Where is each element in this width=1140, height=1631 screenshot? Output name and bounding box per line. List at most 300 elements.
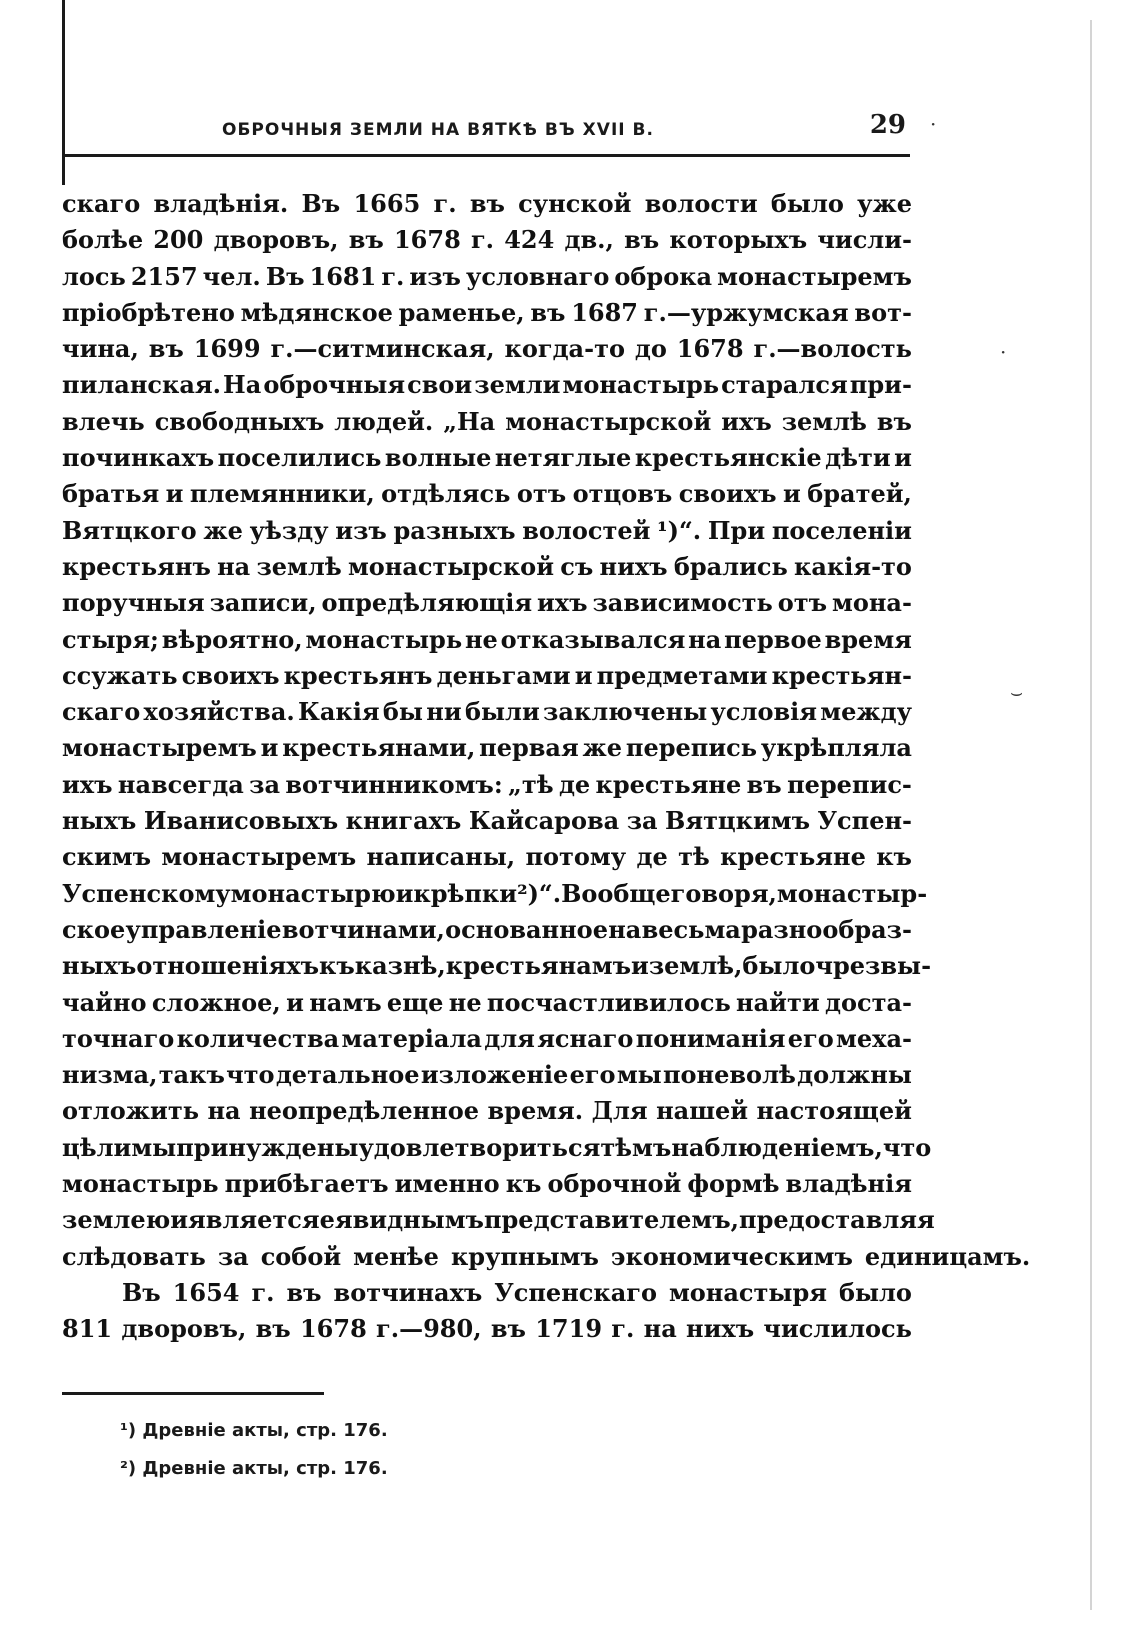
word: отъ xyxy=(516,479,567,509)
word: нихъ xyxy=(599,551,668,581)
word: уѣзду xyxy=(249,515,329,545)
word: вотчинами, xyxy=(281,914,445,944)
word: и xyxy=(170,1205,189,1235)
word: землѣ xyxy=(781,406,867,436)
word: для xyxy=(484,1023,535,1053)
word: за xyxy=(217,1241,249,1271)
word: на xyxy=(688,624,722,654)
word: владѣнія. xyxy=(153,189,289,218)
word: оброчной xyxy=(547,1169,682,1199)
word: 424 xyxy=(504,225,555,255)
word: г. xyxy=(251,1277,275,1307)
word: племянники, xyxy=(189,479,375,509)
footnotes xyxy=(120,1412,388,1488)
word: ское xyxy=(62,914,126,944)
word: единицамъ. xyxy=(864,1241,1031,1271)
word: 1699 xyxy=(193,334,261,364)
word: г.—волость xyxy=(753,334,912,364)
text-line xyxy=(62,1311,912,1347)
word: монастырь xyxy=(62,1169,219,1199)
footnote-1: ¹) Древніе акты, стр. 176. xyxy=(120,1420,388,1441)
word: монастырю xyxy=(230,878,396,908)
word: книгахъ xyxy=(345,806,462,836)
text-line xyxy=(62,331,912,367)
text-line xyxy=(62,259,912,295)
word: первое xyxy=(724,624,822,654)
text-line xyxy=(62,767,912,803)
text-line xyxy=(62,876,928,912)
word: починкахъ xyxy=(62,443,215,473)
word: яснаго xyxy=(537,1023,634,1053)
word: стыря; xyxy=(62,624,159,654)
text-line xyxy=(62,549,912,585)
text-line xyxy=(62,839,912,875)
word: количества xyxy=(176,1023,340,1053)
word: 1687 xyxy=(571,297,638,327)
word: время xyxy=(824,624,912,654)
text-line xyxy=(62,404,912,440)
word: уже xyxy=(857,189,912,218)
word: изъ xyxy=(335,515,387,545)
word: дѣти xyxy=(825,443,891,473)
word: съ xyxy=(560,551,594,581)
word: ²)“. xyxy=(517,878,562,908)
word: 1654 xyxy=(172,1277,240,1307)
word: условія xyxy=(710,697,817,727)
word: монастыремъ xyxy=(717,261,912,291)
word: предоставляя xyxy=(739,1205,935,1235)
word: при- xyxy=(849,370,912,400)
word: поселеніи xyxy=(771,515,912,545)
word: навсегда xyxy=(117,769,244,799)
word: монастыря xyxy=(668,1277,827,1307)
word: волные xyxy=(384,443,492,473)
word: Какія xyxy=(298,697,380,727)
word: разнообраз- xyxy=(741,914,912,944)
text-line xyxy=(62,1166,912,1202)
word: время. xyxy=(487,1096,584,1126)
word: 1719 xyxy=(535,1314,603,1344)
text-line xyxy=(62,440,912,476)
text-line xyxy=(62,1239,1031,1275)
text-line xyxy=(62,186,912,222)
word: отъ xyxy=(777,588,828,618)
word: опредѣляющія xyxy=(321,588,533,618)
word: мона- xyxy=(831,588,912,618)
word: матеріала xyxy=(341,1023,482,1053)
footnote-rule xyxy=(62,1392,324,1395)
word: ныхъ xyxy=(62,806,137,836)
word: 1665 xyxy=(353,189,421,218)
word: не xyxy=(464,624,498,654)
word: пріобрѣтено xyxy=(62,297,235,327)
footnote-2: ²) Древніе акты, стр. 176. xyxy=(120,1458,388,1479)
word: вотчинникомъ: xyxy=(285,769,503,799)
word: монастырь xyxy=(562,370,720,400)
word: ихъ xyxy=(721,406,772,436)
text-line xyxy=(62,948,932,984)
word: „На xyxy=(443,406,496,436)
word: влечь xyxy=(62,406,145,436)
word: меха- xyxy=(836,1023,912,1053)
word: формѣ xyxy=(687,1169,780,1199)
word: сложное, xyxy=(151,987,281,1017)
word: виднымъ xyxy=(352,1205,484,1235)
word: до xyxy=(634,334,667,364)
word: мы xyxy=(616,1060,662,1090)
word: его xyxy=(787,1023,834,1053)
word: между xyxy=(820,697,912,727)
word: числилось xyxy=(763,1314,912,1344)
word: землѣ xyxy=(256,551,342,581)
word: укрѣпляла xyxy=(760,733,912,763)
word: управленіе xyxy=(125,914,282,944)
word: ссужать xyxy=(62,660,178,690)
word: потому xyxy=(525,842,627,872)
word: должны xyxy=(797,1060,912,1090)
text-line xyxy=(62,476,912,512)
word: и xyxy=(286,987,304,1017)
word: крѣпки xyxy=(413,878,518,908)
text-line xyxy=(62,585,912,621)
word: зависимость xyxy=(592,588,773,618)
word: Успен- xyxy=(817,806,912,836)
word: еще xyxy=(386,987,444,1017)
word: именно xyxy=(394,1169,500,1199)
word: записи, xyxy=(209,588,317,618)
word: г.—уржумская xyxy=(643,297,849,327)
word: брались xyxy=(673,551,788,581)
text-line xyxy=(62,1202,935,1238)
word: дворовъ, xyxy=(213,225,339,255)
word: экономическимъ xyxy=(610,1241,853,1271)
text-line xyxy=(62,1057,912,1093)
text-line xyxy=(62,730,912,766)
word: къ xyxy=(319,951,355,981)
word: посчастливилось xyxy=(486,987,731,1017)
word: мѣдянское xyxy=(240,297,393,327)
word: чайно xyxy=(62,987,147,1017)
word: и xyxy=(260,733,279,763)
text-line xyxy=(62,1275,912,1311)
text-line xyxy=(62,222,912,258)
word: 2157 xyxy=(130,261,198,291)
word: монастыремъ xyxy=(62,733,257,763)
word: „тѣ xyxy=(508,769,554,799)
header-rule xyxy=(62,154,910,157)
word: перепис- xyxy=(787,769,912,799)
word: пиланская. xyxy=(62,370,221,400)
word: изложеніе xyxy=(420,1060,569,1090)
word: ни xyxy=(426,697,462,727)
page-header xyxy=(62,108,912,148)
word: вѣроятно, xyxy=(161,624,303,654)
word: лось xyxy=(62,261,126,291)
word: г. xyxy=(381,261,405,291)
word: хозяйства. xyxy=(143,697,295,727)
word: было xyxy=(770,189,844,218)
word: отказывался xyxy=(500,624,686,654)
word: собой xyxy=(260,1241,342,1271)
word: Вятцкимъ xyxy=(665,806,811,836)
word: доста- xyxy=(824,987,912,1017)
word: въ xyxy=(530,297,566,327)
text-line xyxy=(62,1093,912,1129)
left-margin-rule xyxy=(62,0,65,185)
word: На xyxy=(223,370,262,400)
word: Успенскому xyxy=(62,878,231,908)
word: написаны, xyxy=(366,842,516,872)
word: При xyxy=(707,515,766,545)
word: въ xyxy=(255,1314,291,1344)
word: пониманія xyxy=(635,1023,786,1053)
word: 1681 xyxy=(309,261,377,291)
word: оброчныя xyxy=(263,370,406,400)
word: деньгами xyxy=(436,660,571,690)
word: крестьяне xyxy=(595,769,742,799)
word: вот- xyxy=(854,297,912,327)
word: къ xyxy=(876,842,912,872)
word: крестьянскіе xyxy=(634,443,822,473)
word: низма, xyxy=(62,1060,158,1090)
word: дворовъ, xyxy=(121,1314,247,1344)
word: крестьян- xyxy=(771,660,912,690)
word: старался xyxy=(721,370,848,400)
word: въ xyxy=(876,406,912,436)
word: земли xyxy=(474,370,561,400)
word: въ xyxy=(624,225,660,255)
word: въ xyxy=(746,769,782,799)
word: крестьяне xyxy=(720,842,866,872)
word: чрезвы- xyxy=(815,951,932,981)
word: ея xyxy=(319,1205,353,1235)
word: монастырской xyxy=(505,406,712,436)
word: числи- xyxy=(817,225,912,255)
word: де xyxy=(558,769,591,799)
word: бы xyxy=(382,697,423,727)
word: дв., xyxy=(564,225,614,255)
body-text xyxy=(62,186,1031,1348)
word: монастыремъ xyxy=(161,842,357,872)
word: нетяглые xyxy=(494,443,632,473)
word: за xyxy=(249,769,281,799)
word: является xyxy=(188,1205,320,1235)
text-line xyxy=(62,622,912,658)
word: братей, xyxy=(807,479,912,509)
word: Въ xyxy=(301,189,341,218)
word: детальное xyxy=(275,1060,420,1090)
text-line xyxy=(62,1021,912,1057)
word: скимъ xyxy=(62,842,152,872)
word: которыхъ xyxy=(669,225,808,255)
text-line xyxy=(62,513,912,549)
word: неопредѣленное xyxy=(249,1096,480,1126)
text-line xyxy=(62,295,912,331)
word: Въ xyxy=(122,1277,161,1307)
word: что xyxy=(882,1132,932,1162)
word: 811 xyxy=(62,1314,113,1344)
word: оброка xyxy=(614,261,713,291)
word: и xyxy=(631,951,649,981)
word: точнаго xyxy=(62,1023,175,1053)
word: раменье, xyxy=(398,297,525,327)
word: чел. xyxy=(202,261,261,291)
word: нихъ xyxy=(686,1314,755,1344)
word: на xyxy=(608,914,642,944)
word: 1678 xyxy=(299,1314,367,1344)
word: казнѣ, xyxy=(354,951,446,981)
word: представителемъ, xyxy=(483,1205,740,1235)
word: крестьянъ xyxy=(283,660,433,690)
word: мы xyxy=(131,1132,177,1162)
word: найти xyxy=(736,987,820,1017)
word: Въ xyxy=(265,261,305,291)
word: Кайсарова xyxy=(468,806,620,836)
word: за xyxy=(626,806,658,836)
word: его xyxy=(569,1060,616,1090)
word: и xyxy=(165,479,184,509)
word: сунской xyxy=(518,189,632,218)
speck-mark: ⌣ xyxy=(1010,680,1024,704)
word: скаго xyxy=(62,189,141,218)
word: основанное xyxy=(445,914,608,944)
word: предметами xyxy=(596,660,768,690)
word: свои xyxy=(407,370,473,400)
word: 200 xyxy=(153,225,204,255)
word: крестьянамъ xyxy=(445,951,632,981)
word: въ xyxy=(490,1314,526,1344)
word: монастырь xyxy=(305,624,463,654)
word: отдѣлясь xyxy=(381,479,511,509)
word: поселились xyxy=(217,443,382,473)
word: менѣе xyxy=(353,1241,439,1271)
word: и xyxy=(574,660,593,690)
word: отложить xyxy=(62,1096,200,1126)
word: де xyxy=(636,842,668,872)
word: Вообще xyxy=(561,878,671,908)
text-line xyxy=(62,658,912,694)
word: тѣ xyxy=(678,842,710,872)
word: на xyxy=(207,1096,241,1126)
right-margin-edge xyxy=(1090,20,1092,1610)
text-line xyxy=(62,1130,932,1166)
word: братья xyxy=(62,479,160,509)
word: г. xyxy=(611,1314,635,1344)
word: г.—ситминская, xyxy=(270,334,495,364)
word: болѣе xyxy=(62,225,144,255)
word: что xyxy=(226,1060,275,1090)
word: прибѣгаетъ xyxy=(224,1169,389,1199)
word: и xyxy=(894,443,912,473)
word: свободныхъ xyxy=(154,406,325,436)
word: крупнымъ xyxy=(450,1241,599,1271)
word: волости xyxy=(644,189,758,218)
word: 1678 xyxy=(676,334,744,364)
word: когда-то xyxy=(504,334,625,364)
word: цѣли xyxy=(62,1132,132,1162)
word: же xyxy=(582,733,623,763)
text-line xyxy=(62,694,912,730)
word: Вятцкого xyxy=(62,515,197,545)
word: въ xyxy=(348,225,384,255)
word: было xyxy=(838,1277,912,1307)
word: такъ xyxy=(158,1060,225,1090)
word: на xyxy=(643,1314,677,1344)
word: 1678 xyxy=(393,225,461,255)
word: были xyxy=(464,697,540,727)
running-head: ОБРОЧНЫЯ ЗЕМЛИ НА ВЯТКѢ ВЪ XVII В. xyxy=(222,120,654,140)
page-number: 29 xyxy=(869,110,906,140)
text-line xyxy=(62,985,912,1021)
word: ихъ xyxy=(62,769,113,799)
word: къ xyxy=(505,1169,542,1199)
word: удовлетвориться xyxy=(358,1132,601,1162)
word: г.—980, xyxy=(376,1314,482,1344)
word: не xyxy=(448,987,482,1017)
word: же xyxy=(203,515,243,545)
word: наблюденіемъ, xyxy=(671,1132,883,1162)
word: людей. xyxy=(334,406,434,436)
text-line xyxy=(62,912,912,948)
word: скаго xyxy=(62,697,141,727)
word: перепись xyxy=(625,733,758,763)
word: настоящей xyxy=(756,1096,912,1126)
word: весьма xyxy=(641,914,741,944)
word: волостей xyxy=(522,515,651,545)
word: своихъ xyxy=(181,660,280,690)
text-line xyxy=(62,367,912,403)
word: владѣнія xyxy=(785,1169,912,1199)
word: крестьянъ xyxy=(62,551,211,581)
word: Для xyxy=(591,1096,648,1126)
word: въ xyxy=(148,334,184,364)
word: было xyxy=(742,951,816,981)
speck-mark: · xyxy=(930,112,937,136)
word: монастырской xyxy=(347,551,554,581)
word: г. xyxy=(470,225,495,255)
word: Иванисовыхъ xyxy=(143,806,339,836)
word: слѣдовать xyxy=(62,1241,206,1271)
word: тѣмъ xyxy=(600,1132,672,1162)
word: въ xyxy=(469,189,505,218)
word: намъ xyxy=(309,987,382,1017)
word: заключены xyxy=(543,697,708,727)
word: поручныя xyxy=(62,588,205,618)
text-line xyxy=(62,803,912,839)
word: и xyxy=(783,479,801,509)
word: нашей xyxy=(656,1096,749,1126)
word: разныхъ xyxy=(393,515,516,545)
word: крестьянами, xyxy=(282,733,476,763)
word: вотчинахъ xyxy=(333,1277,483,1307)
word: монастыр- xyxy=(776,878,928,908)
word: первая xyxy=(479,733,579,763)
word: принуждены xyxy=(176,1132,359,1162)
word: чина, xyxy=(62,334,139,364)
word: отцовъ xyxy=(572,479,673,509)
word: изъ xyxy=(409,261,461,291)
word: на xyxy=(217,551,251,581)
word: поневолѣ xyxy=(662,1060,796,1090)
speck-mark: · xyxy=(1000,340,1007,364)
word: землею xyxy=(62,1205,171,1235)
word: землѣ, xyxy=(648,951,743,981)
word: и xyxy=(395,878,414,908)
word: отношеніяхъ xyxy=(136,951,319,981)
word: Успенскаго xyxy=(494,1277,657,1307)
word: своихъ xyxy=(678,479,777,509)
word: г. xyxy=(433,189,457,218)
